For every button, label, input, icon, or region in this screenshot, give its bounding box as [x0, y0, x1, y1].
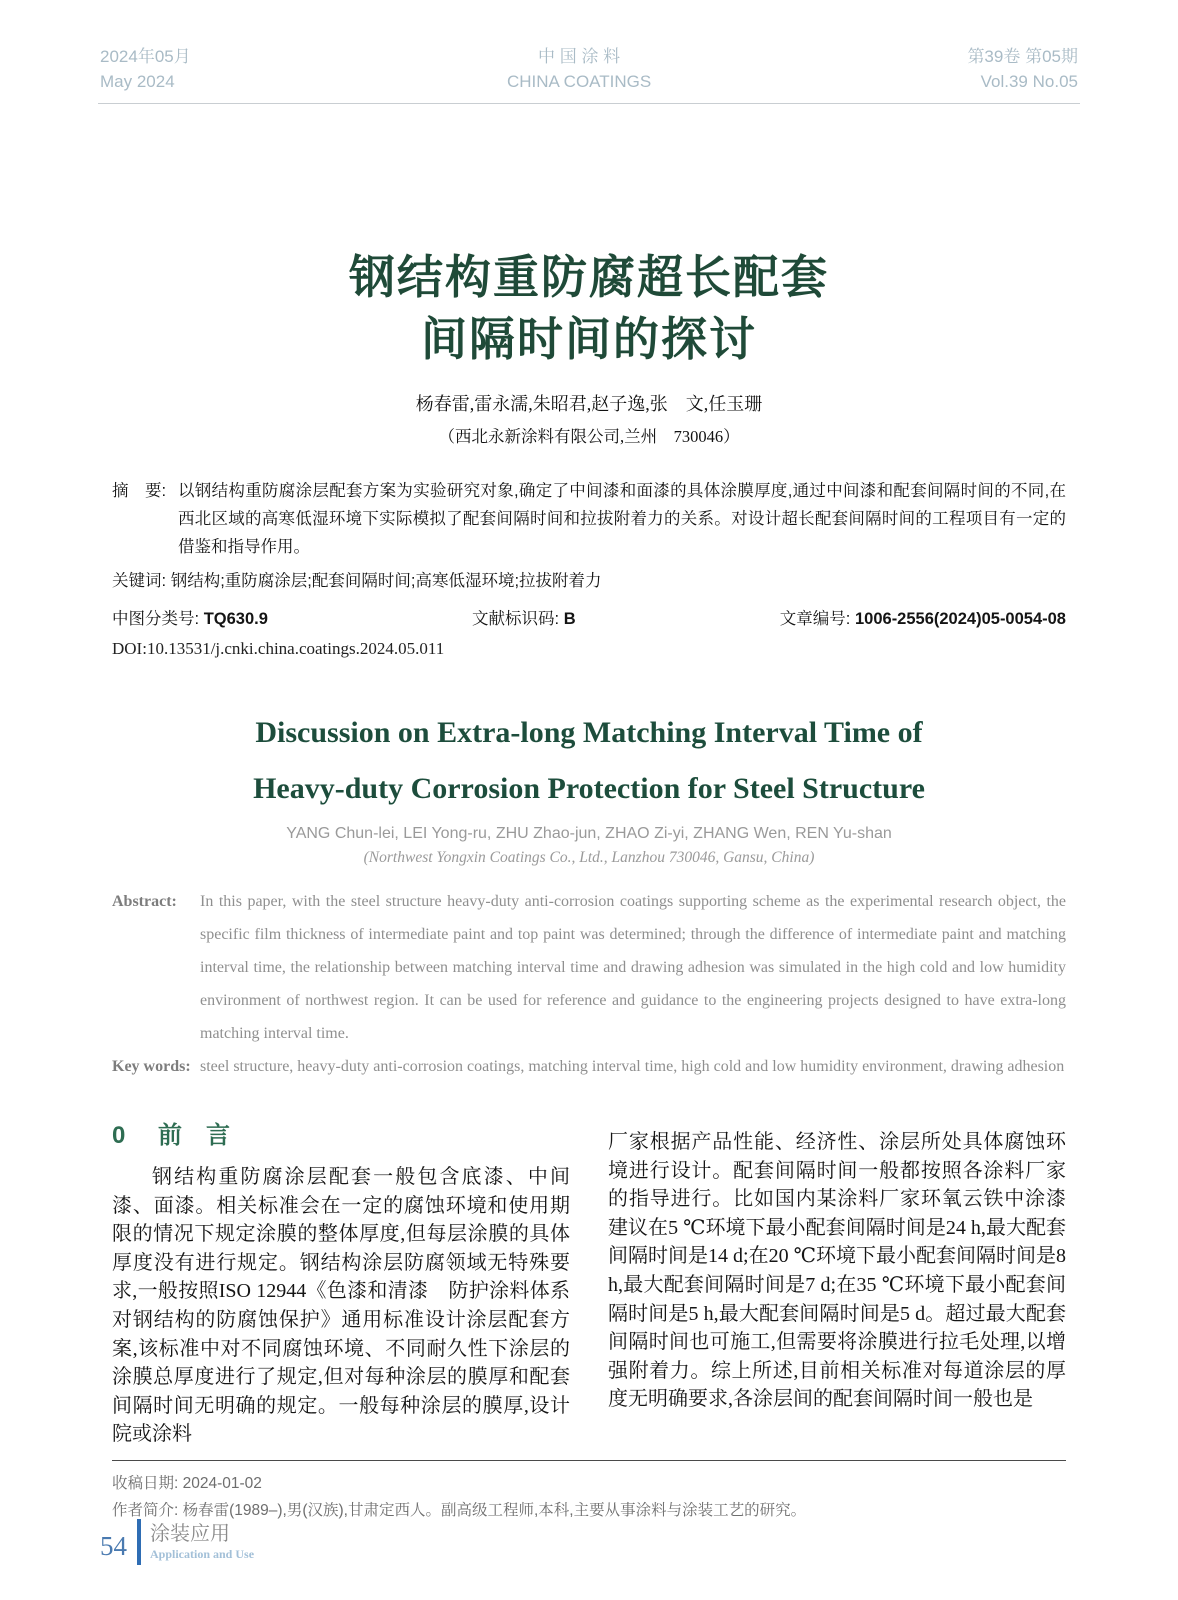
clc-label: 中图分类号:	[112, 610, 200, 628]
page-number: 54	[100, 1530, 127, 1561]
title-en-line2: Heavy-duty Corrosion Protection for Steel Structure	[253, 772, 925, 805]
abstract-en-text: In this paper, with the steel structure heavy-duty anti-corrosion coatings supporting scheme as the experimental research object, the specific film thickness of intermediate paint and top paint was determined; through the difference of intermediate paint and matching interval time, the relationship between matching interval time and drawing adhesion was simulated in the high cold and low humidity environment of northwest region. It can be used for reference and guidance to the engineering projects designed to have extra-long matching interval time.	[200, 893, 1066, 1042]
abstract-cn-label: 摘 要:	[112, 482, 167, 500]
footer-column-title	[150, 1522, 254, 1562]
body-column-right	[608, 1121, 1066, 1449]
section-0-title: 前 言	[158, 1122, 231, 1149]
footer-column-en: Application and Use	[150, 1547, 255, 1561]
abstract-cn-text: 以钢结构重防腐涂层配套方案为实验研究对象,确定了中间漆和面漆的具体涂膜厚度,通过中间漆和配套间隔时间的不同,在西北区域的高寒低湿环境下实际模拟了配套间隔时间和拉拔附着力的关系。对设计超长配套间隔时间的工程项目有一定的借鉴和指导作用。	[178, 482, 1066, 556]
article-content	[112, 0, 1066, 1524]
section-0-number: 0	[112, 1122, 126, 1149]
article-id-label: 文章编号:	[779, 610, 851, 628]
body-columns	[112, 1121, 1066, 1449]
authors-cn: 杨春雷,雷永濡,朱昭君,赵子逸,张 文,任玉珊	[415, 394, 763, 414]
article-id	[780, 605, 1066, 629]
keywords-cn	[112, 567, 1066, 595]
footer-accent-bar	[137, 1519, 141, 1565]
issue-cn: 第39卷 第05期	[967, 47, 1078, 66]
body-paragraph-right: 厂家根据产品性能、经济性、涂层所处具体腐蚀环境进行设计。配套间隔时间一般都按照各涂料厂家的指导进行。比如国内某涂料厂家环氧云铁中涂漆建议在5 ℃环境下最小配套间隔时间是24 h,最大配套间隔时间是14 d;在20 ℃环境下最小配套间隔时间是8 h,最大配套间隔时间是7 d;在35 ℃环境下最小配套间隔时间是5 h,最大配套间隔时间是5 d。超过最大配套间隔时间也可施工,但需要将涂膜进行拉毛处理,以增强附着力。综上所述,目前相关标准对每道涂层的厚度无明确要求,各涂层间的配套间隔时间一般也是	[608, 1131, 1066, 1411]
abstract-cn	[112, 477, 1066, 561]
doi: DOI:10.13531/j.cnki.china.coatings.2024.05.011	[112, 639, 445, 658]
document-code-value: B	[563, 610, 576, 628]
footer-column-cn: 涂装应用	[150, 1523, 230, 1545]
body-column-left	[112, 1121, 570, 1449]
footnote-divider	[112, 1460, 1066, 1461]
received-date-label: 收稿日期:	[112, 1474, 179, 1492]
meta-row	[112, 605, 1066, 629]
title-cn-line1: 钢结构重防腐超长配套	[349, 251, 829, 303]
document-code	[472, 605, 576, 629]
clc-number	[112, 605, 268, 629]
page-footer	[100, 1519, 254, 1565]
abstract-en-label: Abstract:	[112, 893, 177, 910]
author-bio-line	[112, 1497, 1066, 1524]
journal-name-cn: 中 国 涂 料	[538, 47, 621, 66]
date-cn: 2024年05月	[100, 47, 191, 66]
keywords-en	[112, 1050, 1066, 1083]
title-en-line1: Discussion on Extra-long Matching Interval Time of	[255, 716, 923, 749]
keywords-cn-label: 关键词:	[112, 572, 167, 590]
abstract-en	[112, 885, 1066, 1050]
keywords-en-text: steel structure, heavy-duty anti-corrosion coatings, matching interval time, high cold and low humidity environment, drawing adhesion	[200, 1058, 1065, 1075]
article-title-en	[112, 705, 1066, 817]
author-bio-text: 杨春雷(1989–),男(汉族),甘肃定西人。副高级工程师,本科,主要从事涂料与涂装工艺的研究。	[182, 1501, 807, 1519]
keywords-cn-text: 钢结构;重防腐涂层;配套间隔时间;高寒低湿环境;拉拔附着力	[170, 572, 602, 590]
issue-en: Vol.39 No.05	[980, 72, 1078, 91]
journal-name-en: CHINA COATINGS	[506, 72, 652, 91]
title-cn-line2: 间隔时间的探讨	[421, 313, 757, 365]
section-0-heading	[112, 1121, 570, 1151]
clc-value: TQ630.9	[203, 610, 268, 628]
date-en: May 2024	[100, 72, 175, 91]
document-code-label: 文献标识码:	[472, 610, 560, 628]
body-paragraph-left: 钢结构重防腐涂层配套一般包含底漆、中间漆、面漆。相关标准会在一定的腐蚀环境和使用期限的情况下规定涂膜的整体厚度,但每层涂膜的具体厚度没有进行规定。钢结构涂层防腐领域无特殊要求,一般按照ISO 12944《色漆和清漆 防护涂料体系对钢结构的防腐蚀保护》通用标准设计涂层配套方案,该标准中对不同腐蚀环境、不同耐久性下涂层的涂膜总厚度进行了规定,但对每种涂层的膜厚和配套间隔时间无明确的规定。一般每种涂层的膜厚,设计院或涂料	[112, 1166, 570, 1446]
received-date-line	[112, 1470, 1066, 1497]
affiliation-en: (Northwest Yongxin Coatings Co., Ltd., Lanzhou 730046, Gansu, China)	[363, 849, 815, 866]
article-title-cn	[112, 246, 1066, 370]
received-date-value: 2024-01-02	[182, 1474, 262, 1492]
article-id-value: 1006-2556(2024)05-0054-08	[854, 610, 1066, 628]
affiliation-cn: （西北永新涂料有限公司,兰州 730046）	[438, 427, 740, 446]
authors-en: YANG Chun-lei, LEI Yong-ru, ZHU Zhao-jun, ZHAO Zi-yi, ZHANG Wen, REN Yu-shan	[286, 825, 892, 842]
keywords-en-label: Key words:	[112, 1058, 191, 1075]
author-bio-label: 作者简介:	[112, 1501, 179, 1519]
footnotes	[112, 1470, 1066, 1524]
